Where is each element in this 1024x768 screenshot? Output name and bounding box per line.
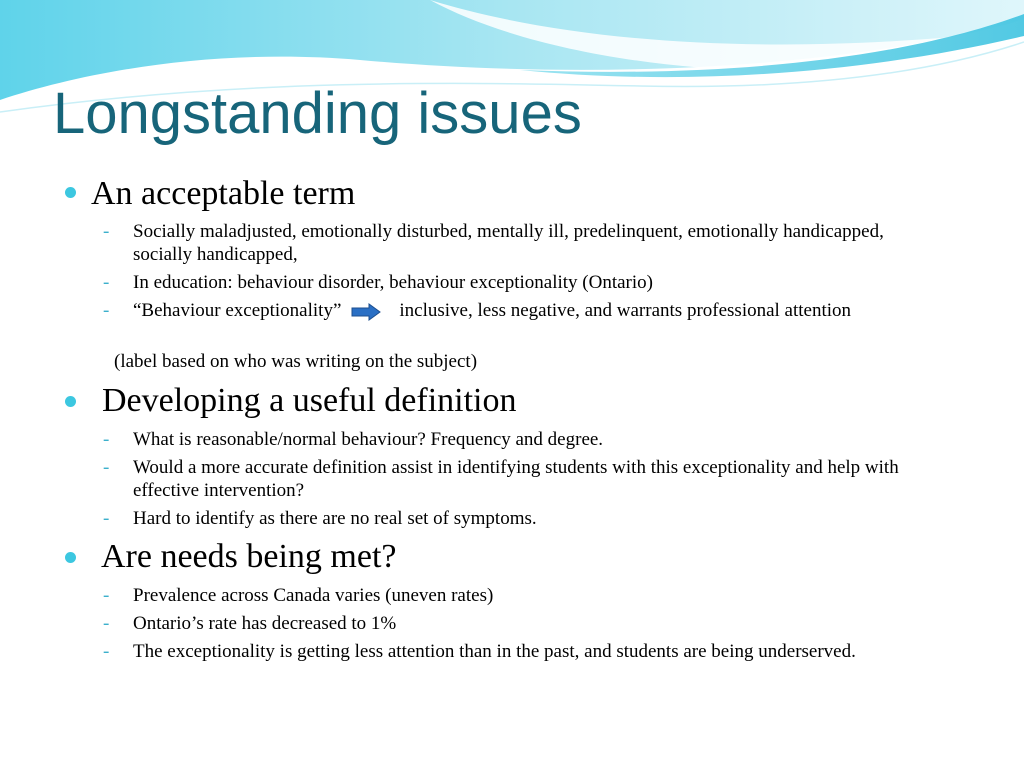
dash-icon: - [103, 585, 110, 606]
dash-icon: - [103, 429, 110, 450]
list-item: What is reasonable/normal behaviour? Frequency and degree. [133, 429, 604, 450]
list-item: Would a more accurate definition assist in identifying students with this exceptionality and help with effective intervention? [133, 457, 899, 501]
dash-icon: - [103, 641, 110, 662]
section-heading-acceptable-term: An acceptable term [91, 175, 356, 212]
dash-icon: - [103, 272, 110, 293]
bullet-dot-icon [65, 552, 76, 563]
list-item: The exceptionality is getting less attention than in the past, and students are being underserved. [133, 641, 856, 662]
list-item-arrow [133, 299, 943, 322]
list-item: Prevalence across Canada varies (uneven rates) [133, 585, 494, 606]
dash-icon: - [103, 300, 110, 321]
dash-icon: - [103, 457, 110, 478]
list-item: Ontario’s rate has decreased to 1% [133, 613, 397, 634]
right-arrow-icon [351, 303, 381, 321]
dash-icon: - [103, 613, 110, 634]
section-heading-useful-definition: Developing a useful definition [102, 382, 517, 419]
arrow-item-after: inclusive, less negative, and warrants professional attention [399, 300, 852, 321]
note-text: (label based on who was writing on the subject) [114, 351, 478, 372]
dash-icon: - [103, 508, 110, 529]
list-item: Hard to identify as there are no real set of symptoms. [133, 508, 537, 529]
bullet-dot-icon [65, 396, 76, 407]
section-heading-needs-met: Are needs being met? [101, 538, 397, 575]
dash-icon: - [103, 221, 110, 242]
list-item: Socially maladjusted, emotionally disturbed, mentally ill, predelinquent, emotionally handicapped, socially handicapped, [133, 221, 884, 265]
arrow-item-before: “Behaviour exceptionality” [133, 300, 342, 321]
slide-title: Longstanding issues [53, 81, 582, 146]
bullet-dot-icon [65, 187, 76, 198]
list-item: In education: behaviour disorder, behaviour exceptionality (Ontario) [133, 272, 653, 293]
